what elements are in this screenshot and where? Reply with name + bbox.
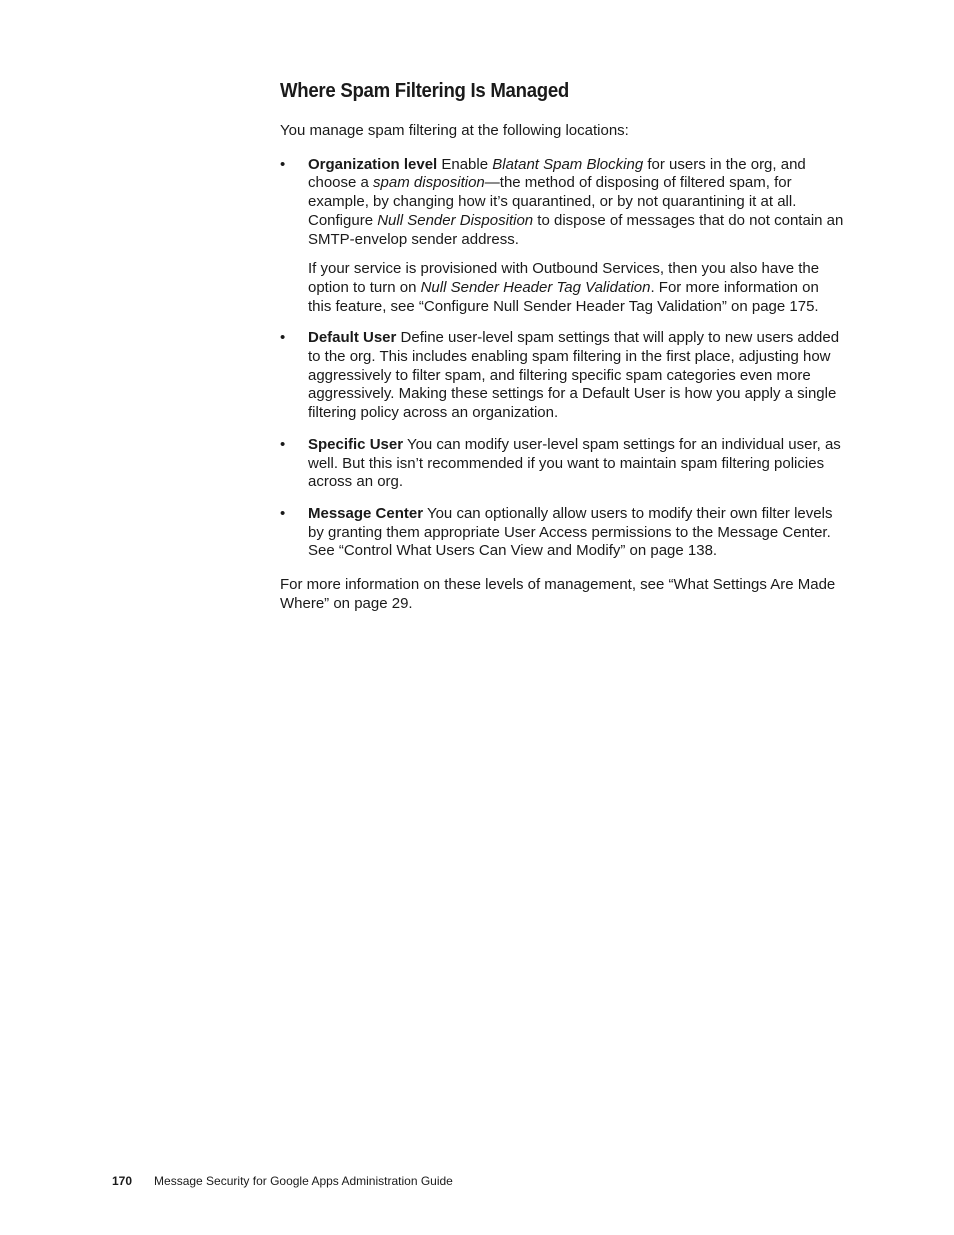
organization-level-paragraph: Organization level Enable Blatant Spam Blocking for users in the org, and choose a spam disposition—the method of disposing of filtered spam, for example, by changing how it’s quarantined, or by not quarantining it at all. Configure Null Sender Disposition to dispose of messages that do not contain an SMTP-envelop sender address. [308,155,844,248]
bullet-icon: • [280,435,286,453]
item-term: Message Center [308,504,424,522]
list-item-message-center [280,505,845,561]
page-footer [112,1174,453,1189]
item-term: Default User [308,329,397,347]
item-term: Specific User [308,435,404,453]
list-item-default-user [280,329,845,423]
default-user-paragraph: Default User Define user-level spam settings that will apply to new users added to the org. This includes enabling spam filtering in the first place, adjusting how aggressively to filter spam, and filtering specific spam categories even more aggressively. Making these settings for a Default User is how you apply a single filtering policy across an organization. [308,329,840,422]
item-term: Organization level [308,155,438,173]
emphasis: spam disposition [373,174,485,192]
bullet-icon: • [280,504,286,522]
list-item-specific-user [280,436,845,492]
emphasis: Blatant Spam Blocking [492,155,644,173]
section-heading: Where Spam Filtering Is Managed [280,80,570,102]
intro-paragraph: You manage spam filtering at the following locations: [280,122,629,139]
emphasis: Null Sender Header Tag Validation [420,278,651,296]
document-title: Message Security for Google Apps Administration Guide [154,1174,453,1188]
emphasis: Null Sender Disposition [377,211,534,229]
closing-paragraph: For more information on these levels of management, see “What Settings Are Made Where” on page 29. [280,576,836,612]
outbound-services-paragraph: If your service is provisioned with Outbound Services, then you also have the option to turn on Null Sender Header Tag Validation. For more information on this feature, see “Configure Null Sender Header Tag Validation” on page 175. [308,260,820,315]
message-center-paragraph: Message Center You can optionally allow users to modify their own filter levels by granting them appropriate User Access permissions to the Message Center. See “Control What Users Can View and Modify” on page 138. [308,504,833,560]
list-item-organization-level [280,156,845,317]
bullet-icon: • [280,329,286,347]
specific-user-paragraph: Specific User You can modify user-level spam settings for an individual user, as well. But this isn’t recommended if you want to maintain spam filtering policies across an org. [308,435,841,491]
locations-list [280,156,845,561]
page-content [280,78,845,613]
bullet-icon: • [280,155,286,173]
page-number: 170 [112,1174,133,1188]
